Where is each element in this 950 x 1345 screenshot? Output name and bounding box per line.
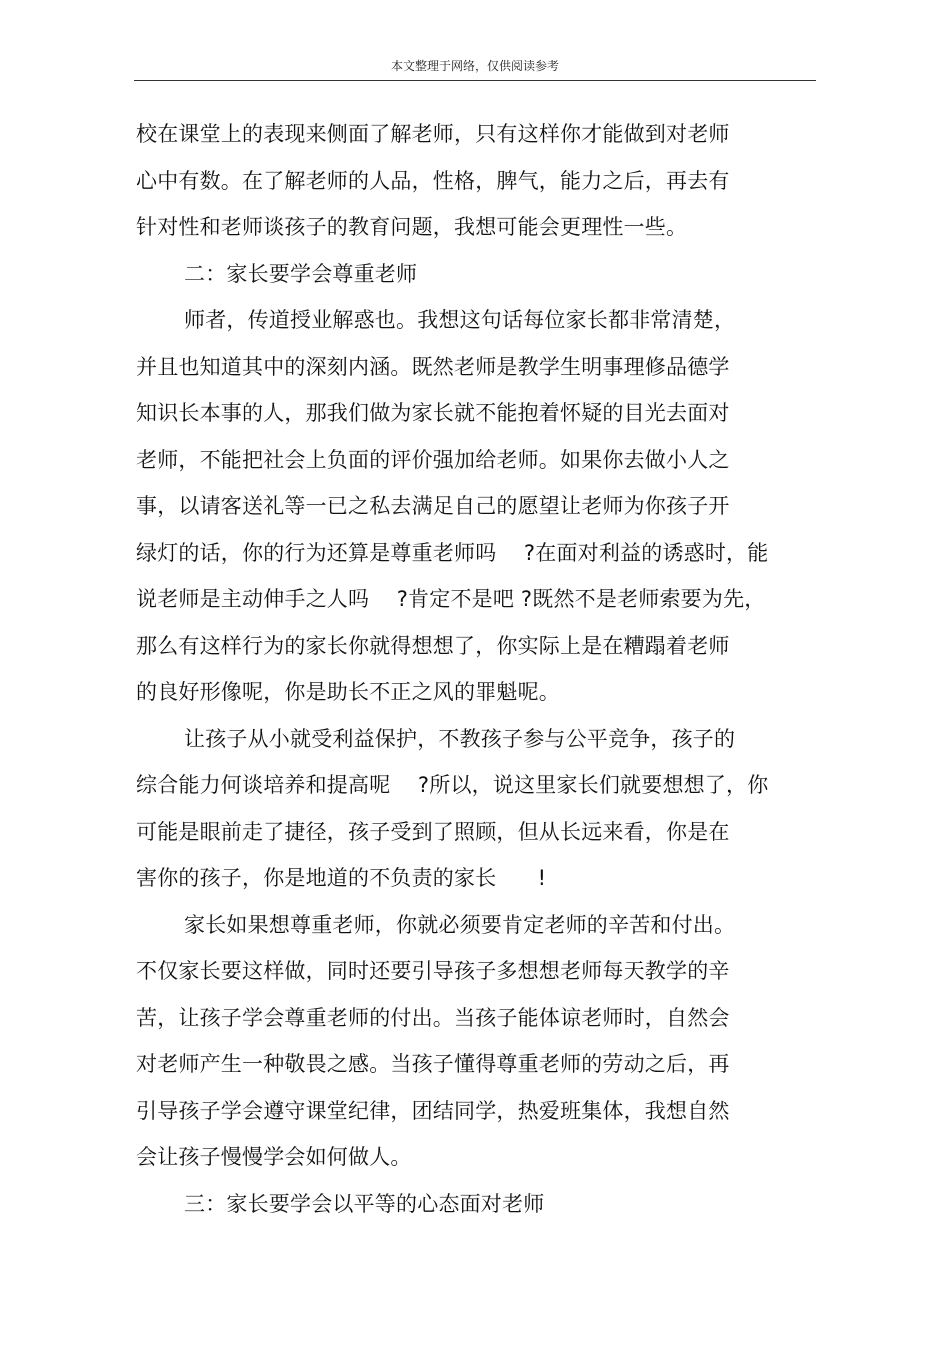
text-line: 事，以请客送礼等一已之私去满足自己的愿望让老师为你孩子开 [136, 494, 730, 518]
text-line: 可能是眼前走了捷径，孩子受到了照顾，但从长远来看，你是在 [136, 819, 730, 844]
text-line: 那么有这样行为的家长你就得想想了，你实际上是在糟蹋着老师 [136, 633, 730, 658]
text-line: 针对性和老师谈孩子的教育问题，我想可能会更理性一些。 [136, 215, 688, 239]
text-line: 不仅家长要这样做，同时还要引导孩子多想想老师每天教学的辛 [136, 959, 730, 983]
text-line: 师者，传道授业解惑也。我想这句话每位家长都非常清楚， [184, 308, 736, 332]
text-line: 对老师产生一种敬畏之感。当孩子懂得尊重老师的劳动之后，再 [136, 1052, 730, 1076]
text-line: 引导孩子学会遵守课堂纪律，团结同学，热爱班集体，我想自然 [136, 1098, 730, 1123]
text-line: 绿灯的话，你的行为还算是尊重老师吗 ?在面对利益的诱惑时，能 [136, 540, 769, 565]
text-line: 苦，让孩子学会尊重老师的付出。当孩子能体谅老师时，自然会 [136, 1005, 730, 1030]
text-line: 二：家长要学会尊重老师 [184, 261, 418, 286]
text-line: 说老师是主动伸手之人吗 ?肯定不是吧 ?既然不是老师索要为先， [136, 587, 766, 611]
text-line: 心中有数。在了解老师的人品，性格，脾气，能力之后，再去有 [136, 168, 730, 193]
text-line: 老师，不能把社会上负面的评价强加给老师。如果你去做小人之 [136, 447, 730, 472]
header-divider [134, 80, 816, 81]
text-line: 校在课堂上的表现来侧面了解老师，只有这样你才能做到对老师 [136, 122, 730, 146]
text-line: 三：家长要学会以平等的心态面对老师 [184, 1191, 545, 1216]
text-line: 知识长本事的人，那我们做为家长就不能抱着怀疑的目光去面对 [136, 401, 730, 425]
text-line: 会让孩子慢慢学会如何做人。 [136, 1145, 412, 1169]
text-line: 家长如果想尊重老师，你就必须要肯定老师的辛苦和付出。 [184, 912, 736, 937]
text-line: 的良好形像呢，你是助长不正之风的罪魁呢。 [136, 680, 560, 704]
text-line: 害你的孩子，你是地道的不负责的家长 ! [136, 866, 547, 890]
document-body [136, 111, 816, 1227]
text-line: 并且也知道其中的深刻内涵。既然老师是教学生明事理修品德学 [136, 354, 730, 379]
text-line: 综合能力何谈培养和提高呢 ?所以，说这里家长们就要想想了，你 [136, 773, 769, 797]
page-header: 本文整理于网络，仅供阅读参考 [390, 59, 559, 73]
text-line: 让孩子从小就受利益保护，不教孩子参与公平竞争，孩子的 [184, 726, 736, 751]
